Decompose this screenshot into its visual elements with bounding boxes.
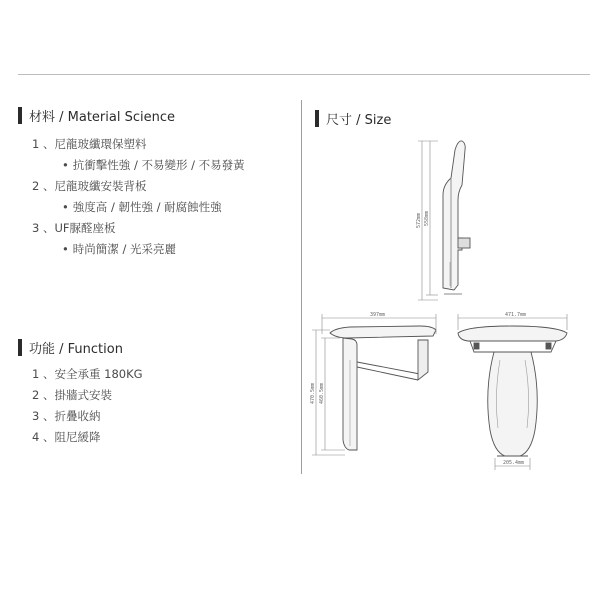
material-item: 1 、尼龍玻纖環保塑料: [32, 137, 147, 151]
dim-side-height-inner: 460.5mm: [319, 382, 325, 404]
materials-title: 材料 / Material Science: [29, 110, 175, 125]
material-item: 3 、UF脲醛座板: [32, 221, 116, 235]
size-title: 尺寸 / Size: [326, 113, 392, 128]
function-item: 1 、安全承重 180KG: [32, 367, 143, 381]
function-title: 功能 / Function: [29, 342, 123, 357]
function-item: 4 、阻尼緩降: [32, 430, 101, 444]
material-sub-item: • 強度高 / 韌性強 / 耐腐蝕性強: [32, 197, 245, 218]
dim-side-height-outer: 470.5mm: [310, 382, 316, 404]
function-item: 3 、折疊收納: [32, 409, 101, 423]
dim-folded-total: 572mm: [416, 212, 422, 228]
side-seat-drawing: [330, 326, 436, 450]
material-sub-item: • 時尚簡潔 / 光采亮麗: [32, 239, 245, 260]
function-item: 2 、掛牆式安裝: [32, 388, 112, 402]
material-sub-item: • 抗衝擊性強 / 不易變形 / 不易發黃: [32, 155, 245, 176]
folded-seat-drawing: [443, 141, 470, 294]
dim-front-width-bottom: 205.4mm: [503, 460, 525, 466]
material-item: 2 、尼龍玻纖安裝背板: [32, 179, 147, 193]
dim-folded-inner: 558mm: [424, 210, 430, 226]
front-seat-drawing: [458, 326, 567, 456]
dim-front-width-top: 471.7mm: [505, 312, 527, 318]
dim-side-width: 397mm: [370, 312, 386, 318]
